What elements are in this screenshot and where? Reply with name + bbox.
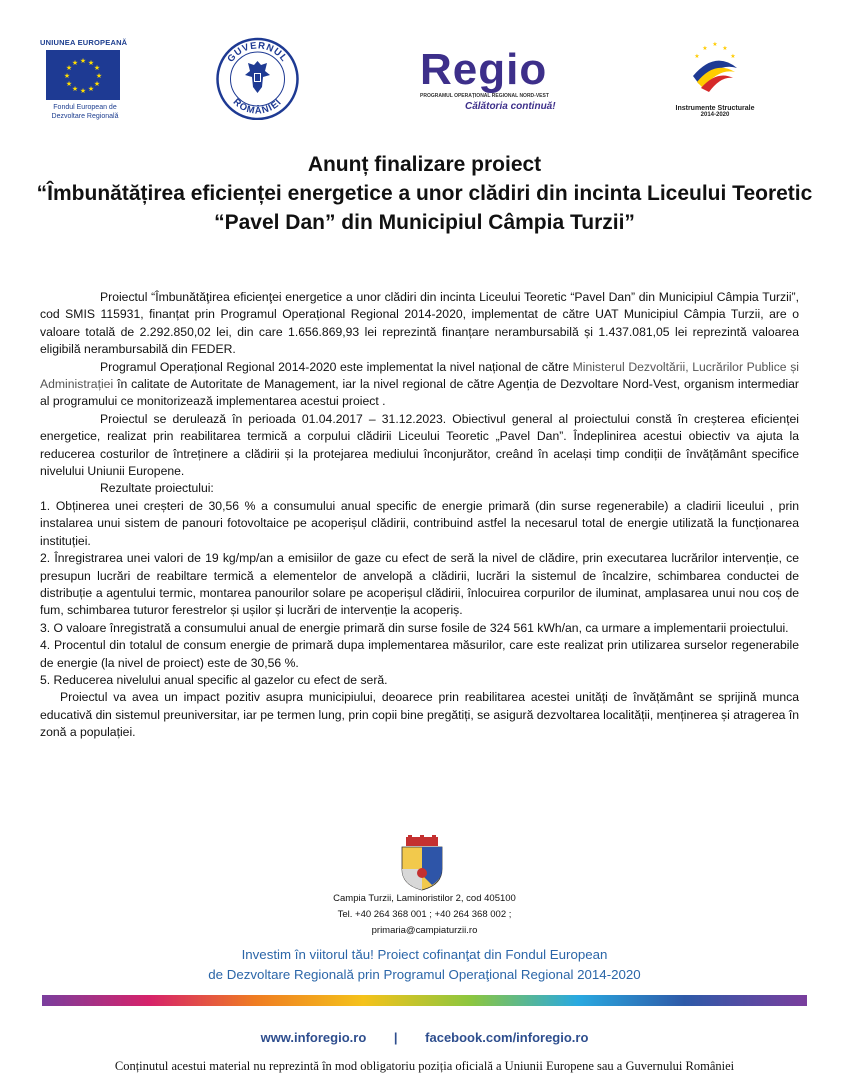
- result-item: 4. Procentul din totalul de consum energie de primară dupa implementarea măsurilor, care este realizat prin utilizarea surselor regenerabile de energie (la nivel de proiect) este de 30,56 %.: [40, 638, 799, 670]
- footer-links: [0, 1030, 849, 1045]
- government-logo: [215, 35, 300, 120]
- svg-text:★: ★: [63, 72, 71, 80]
- eu-logo: [40, 38, 130, 121]
- inforegio-website-link[interactable]: www.inforegio.ro: [260, 1030, 367, 1045]
- eu-logo-subtitle-1: Fondul European de: [53, 104, 117, 111]
- svg-text:★: ★: [93, 80, 101, 88]
- contact-address: Campia Turzii, Laminoristilor 2, cod 405100: [333, 893, 516, 904]
- page-title: [30, 150, 819, 237]
- result-item: 1. Obținerea unei creșteri de 30,56 % a consumului anual specific de energie primară (din surse regenerabile) a cladirii liceului , prin instalarea unui sistem de panouri fotovoltaice pe acoperișul clădirii, contribuind astfel la necesarul total de energie utilizată la funcționarea instituției.: [40, 498, 799, 548]
- svg-text:★: ★: [694, 53, 700, 60]
- contact-block: [0, 891, 849, 939]
- slogan-line-1: Investim în viitorul tău! Proiect cofinanţat din Fondul European: [241, 947, 608, 962]
- ministry-name: Ministerul Dezvoltării, Lucrărilor Publice și Administrației: [40, 359, 799, 392]
- title-announcement: Anunț finalizare proiect: [307, 153, 542, 176]
- svg-text:★: ★: [79, 57, 87, 65]
- link-separator: |: [393, 1030, 398, 1045]
- svg-text:★: ★: [702, 45, 708, 52]
- rainbow-stripe: [42, 993, 807, 1004]
- facebook-link[interactable]: facebook.com/inforegio.ro: [425, 1030, 589, 1045]
- contact-phone: Tel. +40 264 368 001 ; +40 264 368 002 ;: [337, 909, 512, 920]
- title-project-name: “Îmbunătățirea eficienței energetice a unor clădiri din incinta Liceului Teoretic “Pavel Dan” din Municipiul Câmpia Turzii”: [36, 182, 813, 234]
- logo-bar: [0, 30, 849, 130]
- instrumente-structurale-emblem-icon: [685, 38, 745, 98]
- result-item: 2. Înregistrarea unei valori de 19 kg/mp/an a emisiilor de gaze cu efect de seră la nivel de clădire, prin executarea lucrărilor intervenție, ce presupun lucrări de reabiltare termică a elementelor de anvelopă a clădirii, lucrări la sistemul de încalzire, schimbarea conductei de distribuție a agentului termic, montarea panourilor solare pe acoperișul clădirii, înlocuirea corpurilor de iluminat, amplasarea unui nou coș de fum, schimbarea tuturor ferestrelor și ușilor și lucrări de intervenție la acoperiș.: [40, 551, 799, 618]
- paragraph-impact: Proiectul va avea un impact pozitiv asupra municipiului, deoarece prin reabilitarea acestei unități de învățământ se sprijină munca educativă din sistemul preuniversitar, iar pe termen lung, prin copii bine pregătiți, se asigură dezvoltarea localității, menținerea și atragerea în zonă a populației.: [40, 690, 799, 740]
- svg-text:★: ★: [93, 64, 101, 72]
- instrumente-years: 2014-2020: [700, 112, 730, 118]
- municipal-crest-icon: [398, 835, 446, 891]
- result-item: 5. Reducerea nivelului anual specific al gazelor cu efect de seră.: [40, 672, 388, 687]
- government-top-text: GUVERNUL: [225, 40, 290, 65]
- paragraph-project-value: Proiectul “Îmbunătăţirea eficienţei energetice a unor clădiri din incinta Liceului Teoretic “Pavel Dan” din Municipiul Câmpia Turzii”, cod SMIS 115931, finanțat prin Programul Operațional Regional 2014-2020, implementat de către UAT Municipiul Câmpia Turzii, are o valoare totală de 2.292.850,02 lei, din care 1.656.869,93 lei reprezintă finanțare nerambursabilă și 1.437.081,05 lei reprezintă valoarea eligibilă nerambursabilă din FEDER.: [40, 290, 799, 357]
- svg-text:★: ★: [712, 41, 718, 48]
- results-heading: Rezultate proiectului:: [100, 481, 214, 496]
- disclaimer: Conținutul acestui material nu reprezintă în mod obligatoriu poziția oficială a Uniunii Europene sau a Guvernului României: [114, 1059, 735, 1073]
- eu-logo-subtitle-2: Dezvoltare Regională: [51, 113, 119, 120]
- svg-text:★: ★: [79, 87, 87, 95]
- eu-flag-icon: [46, 50, 120, 100]
- contact-email[interactable]: primaria@campiaturzii.ro: [371, 925, 478, 936]
- svg-text:★: ★: [87, 59, 95, 67]
- svg-text:★: ★: [730, 53, 736, 60]
- svg-text:★: ★: [71, 85, 79, 93]
- result-item: 3. O valoare înregistrată a consumului anual de energie primară din surse fosile de 324 561 kWh/an, ca urmare a implementarii proiectului.: [40, 620, 789, 635]
- instrumente-label: Instrumente Structurale: [675, 105, 755, 112]
- paragraph-program-implementation: Programul Operațional Regional 2014-2020 este implementat la nivel național de către Ministerul Dezvoltării, Lucrărilor Publice și Administrației în calitate de Autoritate de Management, iar la nivel regional de către Agenția de Dezvoltare Nord-Vest, organism intermediar al programului ce monitorizează implementarea acestui proiect .: [40, 359, 799, 409]
- svg-text:★: ★: [722, 45, 728, 52]
- eu-logo-title: UNIUNEA EUROPEANĂ: [40, 38, 128, 47]
- paragraph-objective: Proiectul se derulează în perioada 01.04.2017 – 31.12.2023. Obiectivul general al proiectului constă în creșterea eficienței energetice, realizat prin reabilitarea termică a corpului clădirii Liceului Teoretic „Pavel Dan”. Îndeplinirea acestui obiectiv va ajuta la reducerea costurilor de întreținere a clădirii și la protejarea mediului înconjurător, creând în același timp condiții de învățământ specifice nivelului Uniunii Europene.: [40, 411, 799, 479]
- svg-text:★: ★: [65, 80, 73, 88]
- svg-text:★: ★: [95, 72, 103, 80]
- svg-text:★: ★: [87, 85, 95, 93]
- body-text: [40, 289, 799, 742]
- cofinancing-slogan: [0, 945, 849, 985]
- regio-word: Regio: [420, 45, 548, 94]
- svg-text:★: ★: [65, 64, 73, 72]
- regio-program-text: PROGRAMUL OPERAȚIONAL REGIONAL NORD-VEST: [420, 93, 549, 99]
- regio-tagline: Călătoria continuă!: [465, 101, 556, 112]
- regio-logo: [420, 45, 590, 112]
- government-bottom-text: ROMÂNIEI: [230, 96, 285, 117]
- instrumente-structurale-logo: [660, 38, 770, 118]
- svg-text:★: ★: [71, 59, 79, 67]
- slogan-line-2: de Dezvoltare Regională prin Programul Operaţional Regional 2014-2020: [208, 967, 641, 982]
